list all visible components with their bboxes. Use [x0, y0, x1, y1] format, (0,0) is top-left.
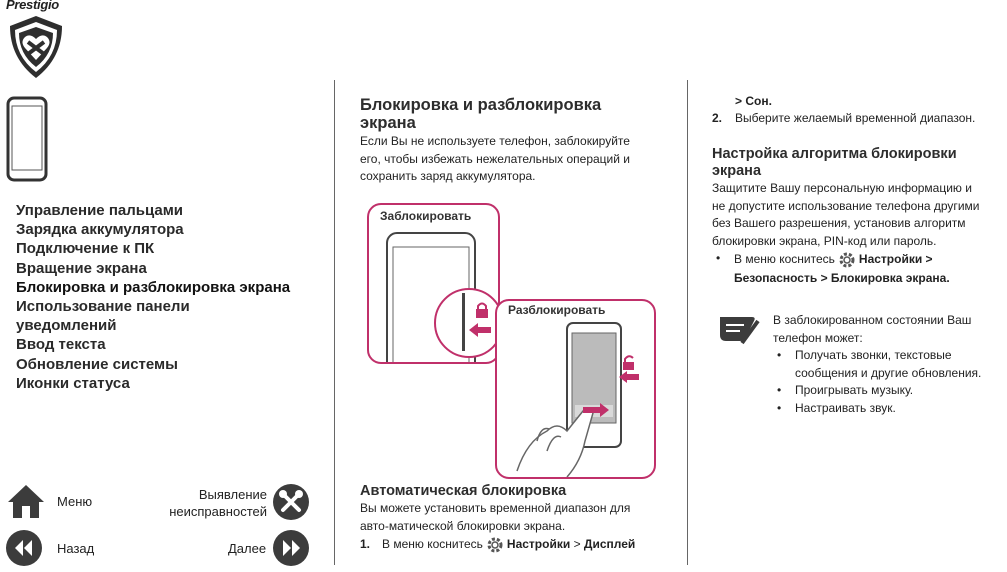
brand-name: Prestigio [6, 0, 59, 12]
phone-icon [6, 96, 48, 182]
unlock-label: Разблокировать [508, 303, 606, 317]
phone-unlock-drawing [497, 301, 654, 477]
troubleshooting-label[interactable]: Выявление неисправностей [169, 487, 267, 519]
tools-icon [273, 484, 309, 520]
column-divider [687, 80, 688, 565]
toc-item[interactable]: Использование панели [16, 298, 190, 316]
section-auto-lock [360, 483, 680, 555]
back-label[interactable]: Назад [57, 541, 95, 556]
troubleshooting-button[interactable] [273, 484, 309, 520]
step-2: 2. Выберите желаемый временной диапазон. [712, 111, 976, 125]
section-lock [360, 96, 680, 186]
lock-illustration [367, 203, 500, 364]
step-1-continued: > Сон. [735, 94, 772, 108]
gear-icon [485, 535, 505, 555]
section-title: Настройка алгоритма блокировки экрана [712, 146, 957, 179]
home-icon [5, 482, 47, 520]
note-pen-icon [716, 313, 760, 349]
intro-paragraph: Если Вы не используете телефон, заблокируйте его, чтобы избежать нежелательных операций и сохранить заряд аккумулятора. [360, 134, 630, 183]
lock-icon [473, 301, 491, 319]
back-button[interactable] [6, 530, 42, 566]
arrow-left-icon [619, 371, 639, 383]
arrow-left-icon [469, 323, 491, 337]
next-label[interactable]: Далее [228, 541, 267, 556]
note-box: В заблокированном состоянии Ваш телефон может: • Получать звонки, текстовые сообщения и другие обновления. • Проигрывать музыку. • Настраивать звук. [773, 312, 1005, 417]
prestigio-logo-icon [6, 14, 66, 80]
unlock-illustration [495, 299, 656, 479]
table-of-contents [16, 201, 290, 393]
phone-lock-drawing [369, 205, 498, 362]
menu-label[interactable]: Меню [57, 494, 93, 509]
toc-item[interactable]: Ввод текста [16, 336, 106, 354]
next-button[interactable] [273, 530, 309, 566]
toc-item-active[interactable]: Блокировка и разблокировка экрана [16, 278, 291, 296]
note-list [773, 347, 1005, 417]
list-item: • Получать звонки, текстовые сообщения и другие обновления. [773, 347, 1005, 382]
gear-icon [837, 250, 857, 270]
toc-item[interactable]: Вращение экрана [16, 259, 147, 277]
step-1: 1. В меню коснитесь Настройки > Дисплей [360, 535, 680, 555]
toc-item[interactable]: Зарядка аккумулятора [16, 221, 184, 239]
toc-item[interactable]: Иконки статуса [16, 374, 130, 392]
section-title: Блокировка и разблокировка экрана [360, 96, 602, 132]
section-lock-pattern [712, 146, 1004, 288]
unlock-icon [621, 355, 639, 371]
algo-paragraph: Защитите Вашу персональную информацию и не допустите использование телефона другими без Вашего разрешения, установив алгоритм блокировки экрана, PIN-код или пароль. [712, 181, 980, 248]
next-arrow-icon [273, 530, 309, 566]
security-bullet: • В меню коснитесь Настройки > Безопасность > Блокировка экрана. [712, 250, 1004, 288]
menu-button[interactable] [5, 482, 47, 520]
column-divider [334, 80, 335, 565]
toc-item[interactable]: Подключение к ПК [16, 240, 155, 258]
arrow-right-icon [583, 403, 609, 417]
section-title: Автоматическая блокировка [360, 483, 567, 499]
lock-label: Заблокировать [380, 209, 472, 223]
toc-item[interactable]: Управление пальцами [16, 202, 184, 219]
list-item: • Проигрывать музыку. [773, 382, 1005, 400]
back-arrow-icon [6, 530, 42, 566]
toc-item[interactable]: Обновление системы [16, 355, 178, 373]
list-item: • Настраивать звук. [773, 400, 1005, 418]
toc-item[interactable]: уведомлений [16, 317, 117, 335]
auto-paragraph: Вы можете установить временной диапазон для авто-матической блокировки экрана. [360, 501, 631, 533]
